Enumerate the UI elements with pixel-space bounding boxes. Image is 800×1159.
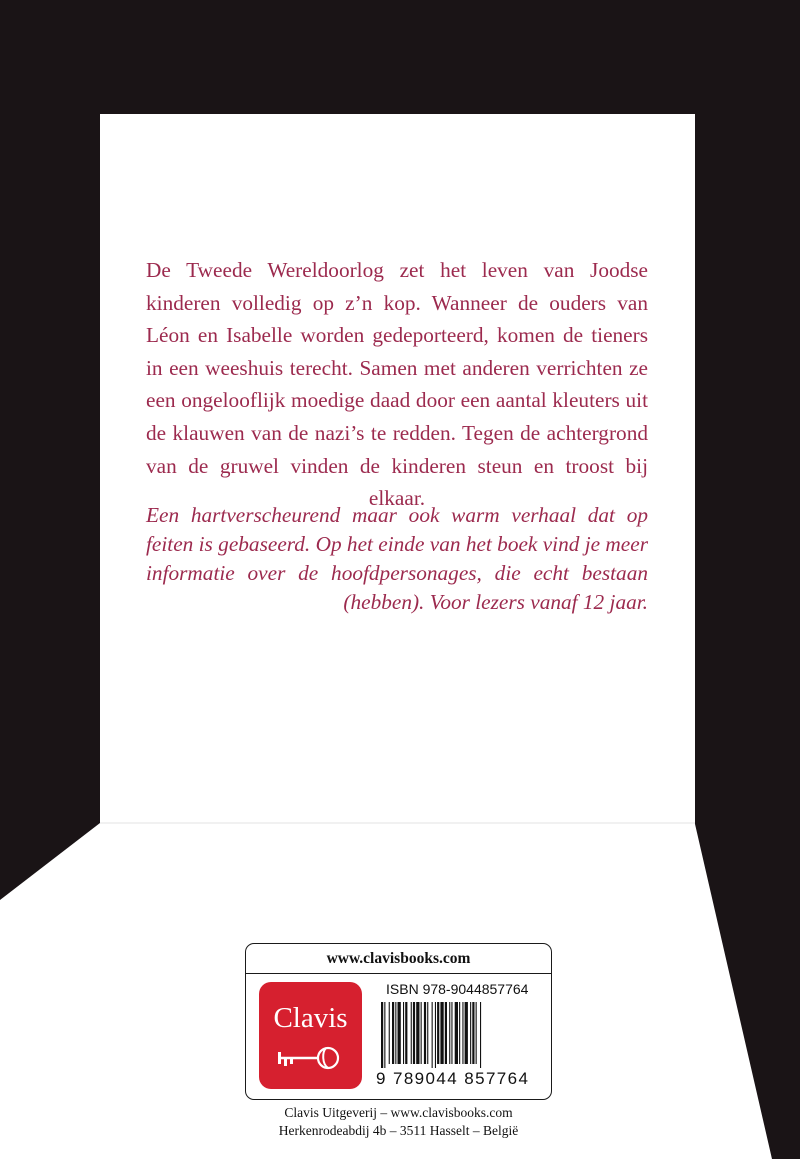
barcode-bar [449, 1002, 450, 1064]
dark-left-wall [0, 0, 100, 900]
barcode-bar [424, 1002, 426, 1064]
barcode-bar [435, 1002, 436, 1068]
blurb-tagline: Een hartverscheurend maar ook warm verhaal dat op feiten is gebaseerd. Op het einde van het boek vind je meer informatie over de hoofdpersonages, die echt bestaan (hebben). Voor lezers vanaf 12 jaar. [146, 503, 648, 614]
barcode-bar [476, 1002, 477, 1064]
barcode-bar [472, 1002, 474, 1064]
clavis-logo [259, 982, 362, 1089]
publisher-line-1: Clavis Uitgeverij – www.clavisbooks.com [284, 1105, 513, 1120]
website-label: www.clavisbooks.com [246, 944, 551, 974]
barcode-bar [421, 1002, 422, 1064]
publisher-line-2: Herkenrodeabdij 4b – 3511 Hasselt – België [278, 1123, 519, 1138]
logo-text: Clavis [273, 1002, 348, 1034]
barcode-bar [445, 1002, 447, 1064]
dark-right-wall [695, 114, 800, 1159]
barcode-bar [392, 1002, 394, 1064]
isbn-label: ISBN 978-9044857764 [386, 981, 529, 997]
barcode-bar [398, 1002, 401, 1064]
barcode-bar [462, 1002, 463, 1064]
barcode-bar [437, 1002, 439, 1064]
barcode-bar [451, 1002, 452, 1064]
barcode-bar [395, 1002, 396, 1064]
barcode-bar [389, 1002, 390, 1064]
barcode-bar [413, 1002, 415, 1064]
barcode-bar [427, 1002, 428, 1064]
barcode-image [379, 1002, 539, 1068]
publisher-info [245, 1104, 552, 1140]
barcode-bar [381, 1002, 383, 1068]
barcode-bar [411, 1002, 412, 1064]
barcode-bar [384, 1002, 385, 1068]
blurb-paragraph: De Tweede Wereldoorlog zet het leven van Joodse kinderen volledig op z’n kop. Wanneer de ouders van Léon en Isabelle worden gedeporteerd, komen de tieners in een weeshuis terecht. Samen met anderen verrichten ze een ongelooflijk moedige daad door een aantal kleuters uit de klauwen van de nazi’s te redden. Tegen de achtergrond van de gruwel vinden de kinderen steun en troost bij elkaar. [146, 258, 648, 511]
key-icon [278, 1044, 344, 1074]
barcode-bar [455, 1002, 458, 1064]
barcode-bar [440, 1002, 443, 1064]
barcode-bar [465, 1002, 468, 1064]
barcode-bar [405, 1002, 407, 1064]
dark-top-wall [100, 0, 800, 114]
barcode-digits: 9 789044 857764 [376, 1069, 530, 1088]
barcode-bar [432, 1002, 433, 1068]
barcode-bar [480, 1002, 481, 1068]
barcode-bar [470, 1002, 471, 1064]
barcode-bar [416, 1002, 419, 1064]
barcode-panel [245, 943, 552, 1100]
barcode-bar [459, 1002, 460, 1064]
barcode-bar [403, 1002, 404, 1064]
